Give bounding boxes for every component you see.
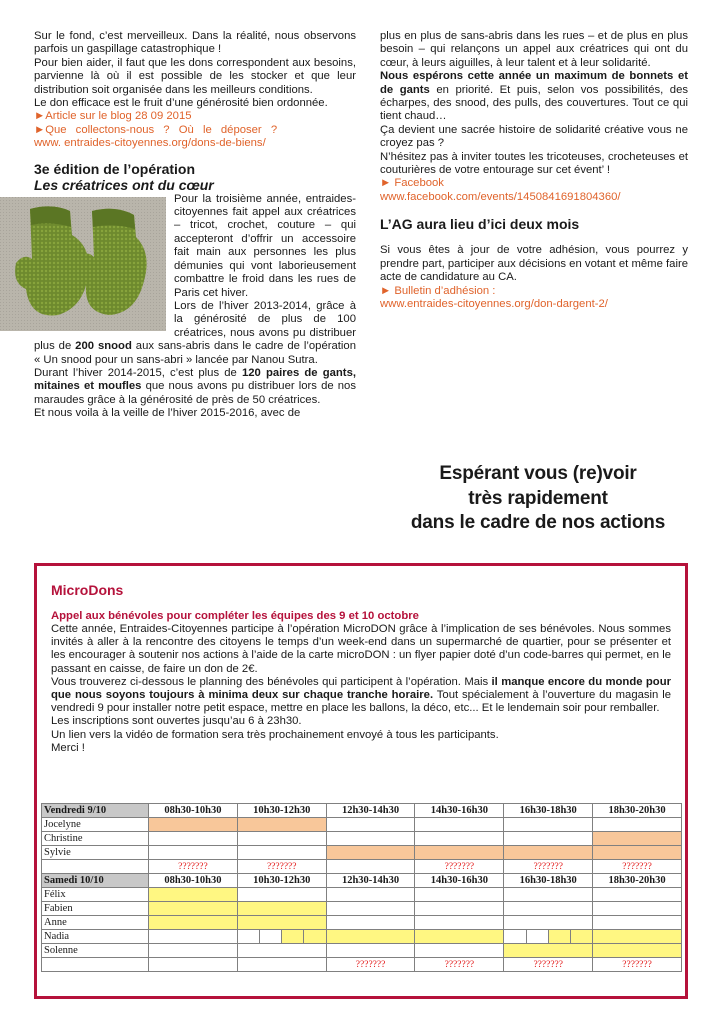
- missing-volunteers-row: [42, 860, 682, 874]
- efficient-gift-paragraph: Le don efficace est le fruit d’une générosité bien ordonnée.: [34, 97, 328, 110]
- partial-slot-cell: [504, 930, 593, 944]
- volunteer-name: Sylvie: [42, 846, 149, 860]
- intro-paragraph: Sur le fond, c’est merveilleux. Dans la réalité, nous observons parfois un gaspillage catastrophique !: [34, 30, 356, 56]
- empty-slot-cell: [326, 944, 415, 958]
- microdons-intro: Cette année, Entraides-Citoyennes participe à l’opération MicroDON grâce à l’implication de ses bénévoles. Nous sommes invités à aller à la rencontre des citoyens le temps d’un week-end dans un supermarché de quartier, pour se présenter et les encourager à soutenir nos actions à l’aide de la carte microDON : un flyer papier doté d’un code-barres qui permet, en le passant en caisse, de faire un don de 2€.: [51, 623, 671, 675]
- assigned-slot-cell: [326, 930, 415, 944]
- empty-slot-cell: [237, 888, 326, 902]
- missing-volunteer-marker: ???????: [593, 958, 682, 972]
- arrow-right-icon: ►: [380, 177, 392, 190]
- ag-title: L’AG aura lieu d’ici deux mois: [380, 216, 580, 233]
- third-year-paragraph: Pour la troisième année, entraides-citoyennes fait appel aux créatrices – tricot, crochet, couture – qui accepteront d’offrir un accessoire fait main aux personnes les plus démunies qui vont laborieusement combattre le froid dans les rues de Paris cet hiver.: [174, 192, 356, 299]
- time-slot-header: 08h30-10h30: [149, 874, 238, 888]
- missing-volunteer-marker: ???????: [504, 860, 593, 874]
- dons-de-biens-url[interactable]: www. entraides-citoyennes.org/dons-de-biens/: [34, 137, 266, 150]
- missing-volunteer-marker: ???????: [415, 958, 504, 972]
- assigned-slot-cell: [149, 916, 238, 930]
- right-column: [380, 30, 688, 311]
- slogan-line: Espérant vous (re)voir: [439, 463, 637, 484]
- empty-slot-cell: [326, 916, 415, 930]
- planning-day-header: [42, 874, 682, 888]
- blog-article-link[interactable]: ►Article sur le blog 28 09 2015: [34, 110, 192, 123]
- time-slot-header: 10h30-12h30: [237, 874, 326, 888]
- closing-slogan: [368, 462, 708, 536]
- time-slot-header: 18h30-20h30: [593, 804, 682, 818]
- appeal-paragraph: plus en plus de sans-abris dans les rues – et de plus en plus besoin – qui relançons un appel aux créatrices qui ont du cœur, à leurs aiguilles, à leur talent et à leur solidarité.: [380, 30, 688, 69]
- missing-volunteers-row: [42, 958, 682, 972]
- day-label: Samedi 10/10: [42, 874, 149, 888]
- invite-paragraph: N’hésitez pas à inviter toutes les tricoteuses, crocheteuses et couturières de votre entourage sur cet évent’ !: [380, 150, 688, 177]
- assigned-slot-cell: [149, 818, 238, 832]
- assigned-slot-cell: [593, 930, 682, 944]
- missing-volunteer-marker: ???????: [593, 860, 682, 874]
- empty-slot-cell: [415, 818, 504, 832]
- empty-slot-cell: [326, 818, 415, 832]
- time-slot-header: 16h30-18h30: [504, 804, 593, 818]
- assigned-slot-cell: [504, 944, 593, 958]
- time-slot-header: 12h30-14h30: [326, 804, 415, 818]
- volunteer-row: [42, 832, 682, 846]
- assigned-slot-cell: [593, 832, 682, 846]
- empty-slot-cell: [415, 944, 504, 958]
- hope-paragraph: Nous espérons cette année un maximum de bonnets et de gants en priorité. Et puis, selon vos possibilités, des écharpes, des snood, des pulls, des couvertures. Tout ce qui tient chaud…: [380, 70, 689, 123]
- microdons-title: MicroDons: [51, 582, 124, 598]
- assigned-slot-cell: [149, 888, 238, 902]
- empty-slot-cell: [149, 930, 238, 944]
- microdons-registration: Les inscriptions sont ouvertes jusqu’au 6 à 23h30.: [51, 715, 302, 728]
- slogan-line: très rapidement: [468, 487, 608, 509]
- time-slot-header: 08h30-10h30: [149, 804, 238, 818]
- volunteer-name: Anne: [42, 916, 149, 930]
- microdons-subtitle: Appel aux bénévoles pour compléter les équipes des 9 et 10 octobre: [51, 610, 419, 622]
- volunteer-name: Solenne: [42, 944, 149, 958]
- empty-slot-cell: [415, 902, 504, 916]
- volunteer-row: [42, 818, 682, 832]
- empty-slot-cell: [593, 888, 682, 902]
- time-slot-header: 14h30-16h30: [415, 804, 504, 818]
- empty-slot-cell: [504, 916, 593, 930]
- time-slot-header: 16h30-18h30: [504, 874, 593, 888]
- empty-slot-cell: [415, 916, 504, 930]
- assigned-slot-cell: [149, 902, 238, 916]
- time-slot-header: 14h30-16h30: [415, 874, 504, 888]
- empty-slot-cell: [504, 902, 593, 916]
- empty-slot-cell: [593, 902, 682, 916]
- missing-volunteer-marker: [326, 860, 415, 874]
- volunteer-row: [42, 902, 682, 916]
- winter-2014-paragraph: Durant l’hiver 2014-2015, c’est plus de 120 paires de gants, mitaines et moufles que nous avons pu distribuer lors de nos maraudes grâce à la générosité de près de 50 créatrices.: [34, 366, 356, 406]
- winter-2013-paragraph: Lors de l’hiver 2013-2014, grâce à la générosité de plus de 100 créatrices, nous avons pu distribuer plus de 200 snood aux sans-abris dans le cadre de l’opération « Un snood pour un sans-abri » lancée par Nanou Sutra.: [34, 299, 356, 366]
- empty-slot-cell: [415, 888, 504, 902]
- empty-slot-cell: [504, 832, 593, 846]
- missing-volunteer-marker: ???????: [237, 860, 326, 874]
- empty-slot-cell: [504, 888, 593, 902]
- empty-slot-cell: [237, 944, 326, 958]
- volunteer-planning-table: [41, 803, 682, 972]
- day-label: Vendredi 9/10: [42, 804, 149, 818]
- winter-2015-paragraph: Et nous voila à la veille de l’hiver 2015-2016, avec de: [34, 407, 301, 420]
- volunteer-name: Jocelyne: [42, 818, 149, 832]
- volunteer-name: Nadia: [42, 930, 149, 944]
- missing-volunteer-marker: ???????: [149, 860, 238, 874]
- missing-volunteer-marker: ???????: [504, 958, 593, 972]
- microdons-planning-text: Vous trouverez ci-dessous le planning des bénévoles qui participent à l’opération. Mais il manque encore du monde pour que nous soyons toujours à minima deux sur chaque tranche horaire. Tout spécialement à l’ouverture du magasin le vendredi 9 pour installer notre petit espace, mettre en place les ballons, la déco, etc... Et le lendemain soir pour remballer.: [51, 675, 671, 715]
- missing-volunteer-marker: [149, 958, 238, 972]
- volunteer-name: Fabien: [42, 902, 149, 916]
- bulletin-link[interactable]: ► Bulletin d’adhésion :: [380, 284, 496, 297]
- assigned-slot-cell: [415, 846, 504, 860]
- volunteer-row: [42, 916, 682, 930]
- planning-day-header: [42, 804, 682, 818]
- arrow-right-icon: ►: [34, 110, 46, 123]
- assigned-slot-cell: [415, 930, 504, 944]
- bulletin-url[interactable]: www.entraides-citoyennes.org/don-dargent-2/: [380, 297, 608, 310]
- time-slot-header: 18h30-20h30: [593, 874, 682, 888]
- time-slot-header: 10h30-12h30: [237, 804, 326, 818]
- empty-slot-cell: [326, 902, 415, 916]
- empty-slot-cell: [504, 818, 593, 832]
- empty-slot-cell: [237, 846, 326, 860]
- microdons-box: [34, 563, 688, 999]
- assigned-slot-cell: [237, 916, 326, 930]
- partial-slot-cell: [237, 930, 326, 944]
- assigned-slot-cell: [504, 846, 593, 860]
- volunteer-row: [42, 930, 682, 944]
- volunteer-name: Christine: [42, 832, 149, 846]
- facebook-url[interactable]: www.facebook.com/events/1450841691804360/: [380, 190, 621, 203]
- empty-slot-cell: [149, 944, 238, 958]
- assigned-slot-cell: [237, 818, 326, 832]
- missing-volunteer-marker: [237, 958, 326, 972]
- empty-slot-cell: [326, 888, 415, 902]
- section-title: 3e édition de l’opération: [34, 160, 196, 177]
- slogan-line: dans le cadre de nos actions: [410, 512, 666, 533]
- missing-label-cell: [42, 860, 149, 874]
- missing-volunteer-marker: ???????: [415, 860, 504, 874]
- mittens-photo: [0, 197, 166, 331]
- arrow-right-icon: ►: [34, 123, 46, 136]
- assigned-slot-cell: [237, 902, 326, 916]
- empty-slot-cell: [593, 916, 682, 930]
- collect-link[interactable]: ►Que collectons-nous ? Où le déposer ?: [34, 123, 278, 136]
- volunteer-name: Félix: [42, 888, 149, 902]
- empty-slot-cell: [415, 832, 504, 846]
- time-slot-header: 12h30-14h30: [326, 874, 415, 888]
- left-column: [34, 30, 356, 421]
- volunteer-row: [42, 888, 682, 902]
- empty-slot-cell: [593, 818, 682, 832]
- volunteer-row: [42, 846, 682, 860]
- facebook-link[interactable]: ► Facebook: [380, 177, 444, 190]
- ag-paragraph: Si vous êtes à jour de votre adhésion, vous pourrez y prendre part, participer aux décisions en votant et même faire acte de candidature au CA.: [380, 244, 688, 284]
- solidarity-paragraph: Ça devient une sacrée histoire de solidarité créative vous ne croyez pas ?: [380, 123, 688, 150]
- section-subtitle: Les créatrices ont du cœur: [34, 176, 214, 193]
- microdons-video: Un lien vers la vidéo de formation sera très prochainement envoyé à tous les participants.: [51, 728, 499, 741]
- arrow-right-icon: ►: [380, 284, 392, 297]
- missing-label-cell: [42, 958, 149, 972]
- empty-slot-cell: [237, 832, 326, 846]
- empty-slot-cell: [326, 832, 415, 846]
- assigned-slot-cell: [326, 846, 415, 860]
- assigned-slot-cell: [593, 944, 682, 958]
- advice-paragraph: Pour bien aider, il faut que les dons correspondent aux besoins, parvienne là où il est possible de les stocker et que leur distribution soit organisée dans les meilleurs conditions.: [34, 56, 356, 96]
- volunteer-row: [42, 944, 682, 958]
- assigned-slot-cell: [593, 846, 682, 860]
- missing-volunteer-marker: ???????: [326, 958, 415, 972]
- microdons-thanks: Merci !: [51, 741, 85, 754]
- empty-slot-cell: [149, 832, 238, 846]
- empty-slot-cell: [149, 846, 238, 860]
